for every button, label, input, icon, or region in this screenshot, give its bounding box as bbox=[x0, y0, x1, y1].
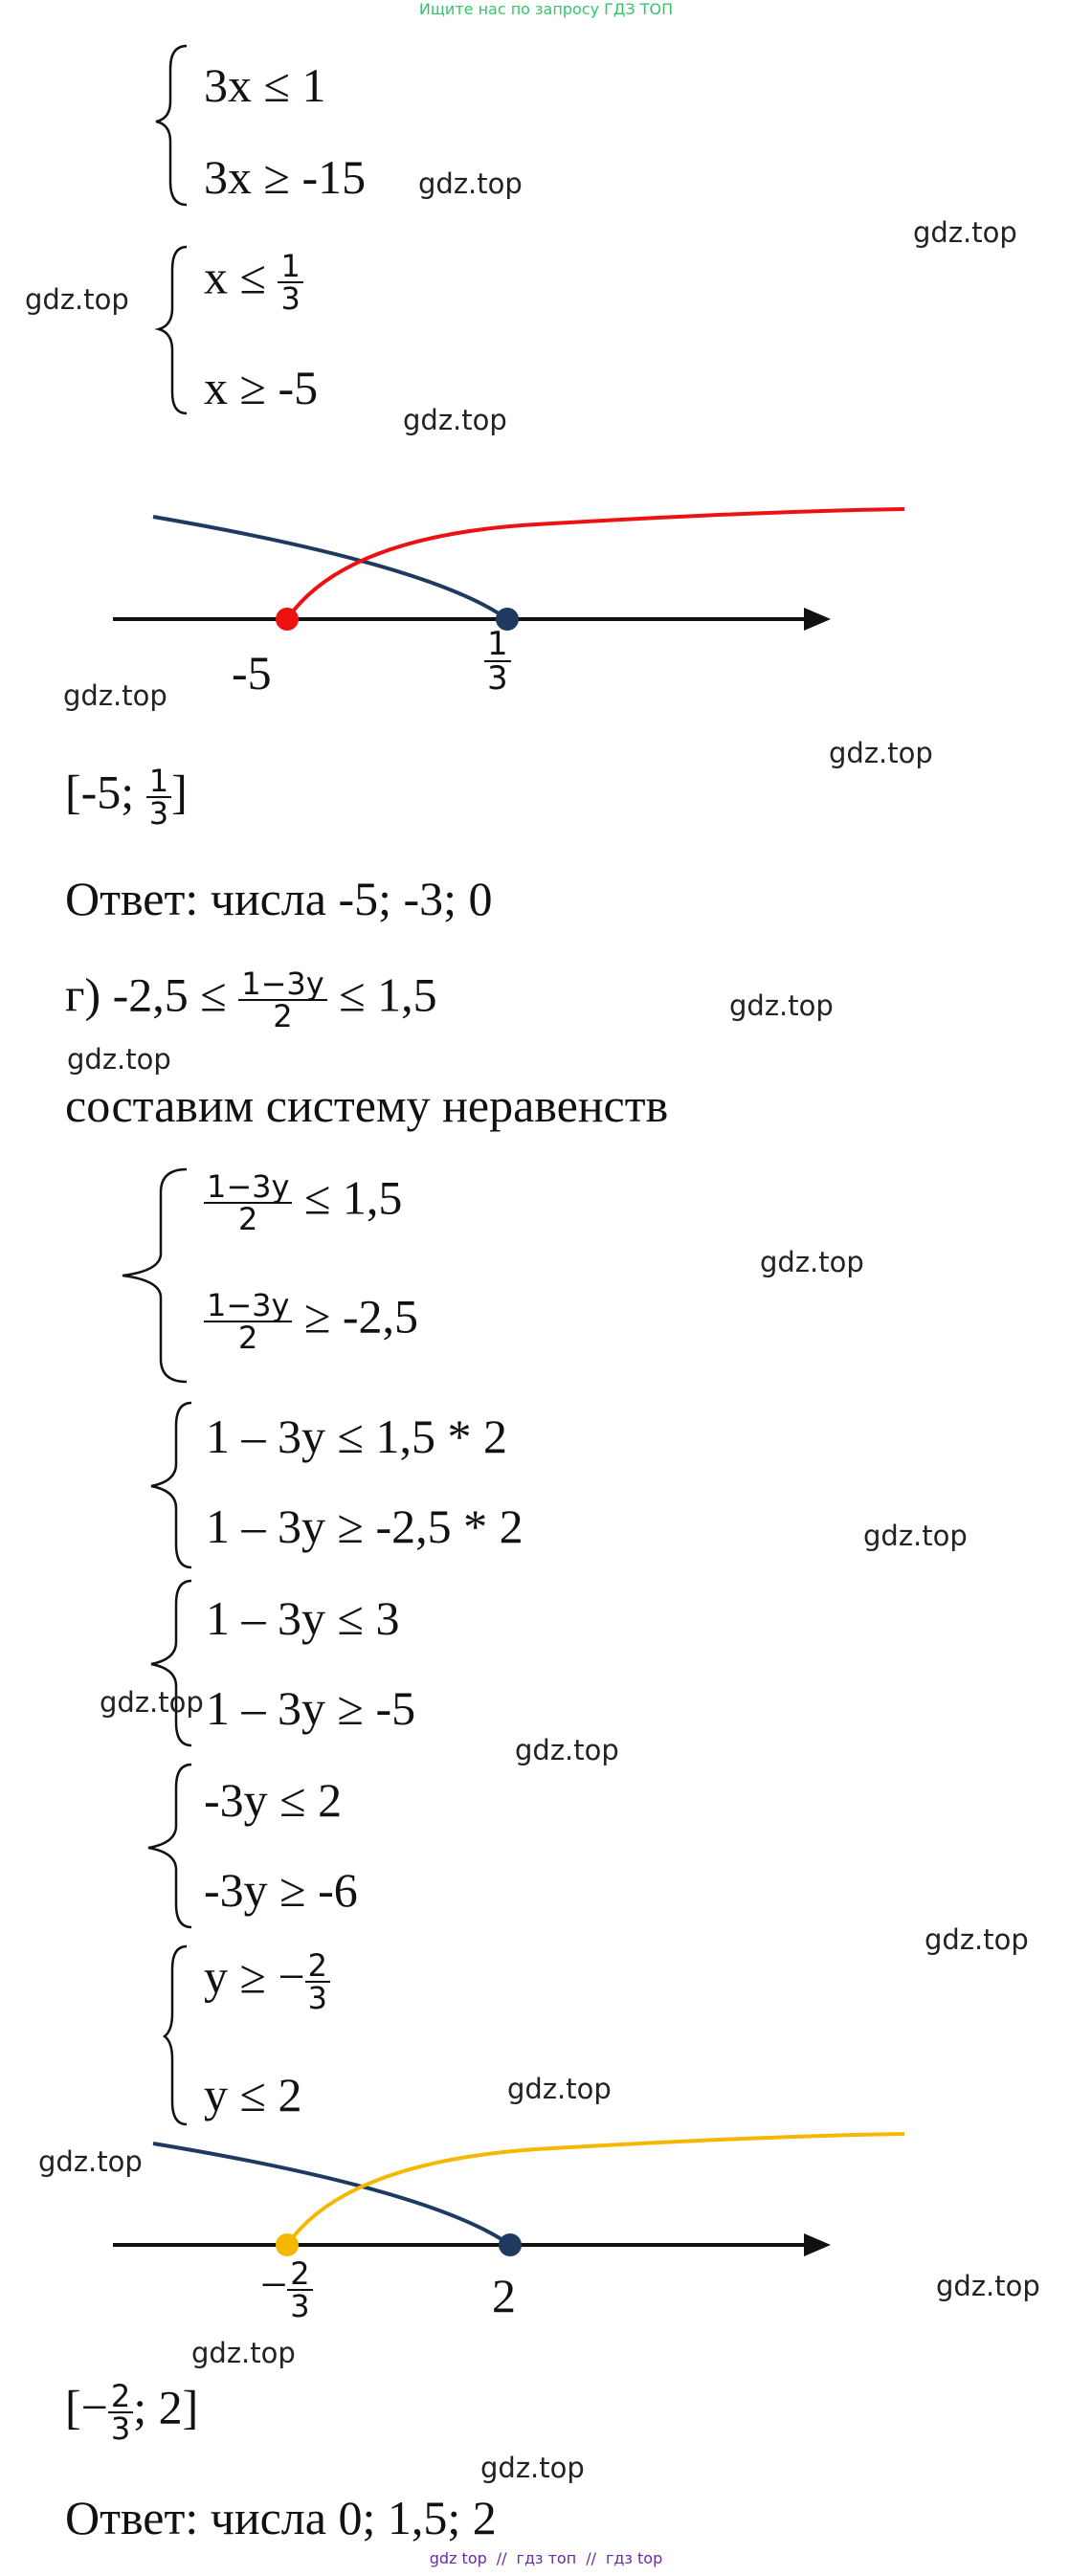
interval-2-close: ; 2] bbox=[133, 2380, 199, 2434]
sys3-line2 bbox=[204, 1287, 419, 1356]
sys7-line1-prefix: y ≥ − bbox=[204, 1949, 305, 2004]
answer-2: Ответ: числа 0; 1,5; 2 bbox=[65, 2491, 497, 2544]
fraction-numerator: 1 bbox=[278, 251, 302, 283]
brace-sys4 bbox=[151, 1403, 191, 1567]
interval-1 bbox=[65, 763, 188, 832]
fraction-numerator: 1−3y bbox=[238, 968, 326, 1001]
fraction-denominator: 2 bbox=[238, 1320, 258, 1356]
sys2-line1 bbox=[204, 248, 303, 317]
fraction-numerator: 1 bbox=[484, 628, 511, 662]
fraction-numerator: 1−3y bbox=[204, 1171, 292, 1204]
footer-separator: // bbox=[586, 2549, 596, 2567]
watermark: gdz.top bbox=[191, 2337, 296, 2369]
sys1-line1: 3x ≤ 1 bbox=[204, 58, 326, 112]
footer-link[interactable]: гдз top bbox=[605, 2549, 663, 2567]
watermark: gdz.top bbox=[25, 283, 129, 316]
fraction-numerator: 2 bbox=[305, 1950, 330, 1983]
part-g-suffix: ≤ 1,5 bbox=[326, 967, 437, 1022]
answer-1: Ответ: числа -5; -3; 0 bbox=[65, 872, 493, 925]
sys5-line2: 1 – 3y ≥ -5 bbox=[206, 1681, 416, 1735]
part-g-inequality bbox=[65, 968, 437, 1032]
interval-2-open: [− bbox=[65, 2380, 108, 2434]
fraction bbox=[287, 2255, 312, 2324]
watermark: gdz.top bbox=[863, 1520, 968, 1552]
sys6-line1: -3y ≤ 2 bbox=[204, 1773, 343, 1827]
interval-1-open: [-5; bbox=[65, 765, 146, 819]
watermark: gdz.top bbox=[507, 2073, 612, 2105]
footer-links bbox=[0, 2549, 1092, 2567]
watermark: gdz.top bbox=[913, 216, 1017, 249]
point-minus-5 bbox=[276, 608, 299, 631]
sys5-line1: 1 – 3y ≤ 3 bbox=[206, 1591, 400, 1645]
fraction-numerator: 1 bbox=[146, 766, 171, 798]
label-minus-sign: − bbox=[260, 2257, 288, 2312]
fraction bbox=[305, 1947, 330, 2016]
brace-sys6 bbox=[148, 1765, 191, 1927]
brace-sys7 bbox=[165, 1946, 187, 2124]
fraction bbox=[238, 968, 326, 1032]
fraction-denominator: 2 bbox=[273, 998, 293, 1034]
fraction bbox=[204, 1168, 292, 1237]
watermark: gdz.top bbox=[925, 1923, 1029, 1956]
watermark: gdz.top bbox=[418, 167, 523, 200]
part-g-prefix: г) -2,5 ≤ bbox=[65, 967, 239, 1022]
number-line-2 bbox=[113, 2134, 904, 2256]
label-one-third bbox=[484, 625, 511, 698]
fraction bbox=[108, 2378, 133, 2447]
sys2-line2: x ≥ -5 bbox=[204, 361, 319, 414]
sys6-line2: -3y ≥ -6 bbox=[204, 1863, 358, 1917]
brace-sys1 bbox=[156, 46, 187, 205]
sys7-line2: y ≤ 2 bbox=[204, 2068, 302, 2121]
watermark: gdz.top bbox=[67, 1043, 171, 1076]
fraction bbox=[146, 763, 171, 832]
watermark: gdz.top bbox=[38, 2145, 143, 2178]
fraction-denominator: 3 bbox=[280, 280, 301, 317]
sys3-line2-suffix: ≥ -2,5 bbox=[292, 1289, 419, 1344]
watermark: gdz.top bbox=[63, 679, 167, 712]
brace-sys2 bbox=[159, 247, 187, 413]
fraction bbox=[278, 248, 302, 317]
label-minus-5: -5 bbox=[232, 646, 272, 700]
fraction-denominator: 3 bbox=[148, 795, 169, 832]
compose-system-text: составим систему неравенств bbox=[65, 1078, 669, 1132]
sys3-line1 bbox=[204, 1168, 403, 1237]
fraction bbox=[204, 1287, 292, 1356]
point-two bbox=[499, 2233, 522, 2256]
interval-1-close: ] bbox=[171, 765, 188, 819]
watermark: gdz.top bbox=[760, 1246, 864, 1278]
yellow-arc-2 bbox=[287, 2134, 904, 2245]
fraction-denominator: 3 bbox=[487, 659, 508, 698]
fraction-denominator: 3 bbox=[290, 2288, 310, 2324]
label-two: 2 bbox=[492, 2269, 516, 2322]
point-minus-two-thirds bbox=[276, 2233, 299, 2256]
watermark: gdz.top bbox=[403, 404, 507, 436]
fraction-denominator: 3 bbox=[307, 1980, 327, 2016]
sys7-line1 bbox=[204, 1947, 330, 2016]
footer-link[interactable]: гдз топ bbox=[516, 2549, 577, 2567]
watermark: gdz.top bbox=[515, 1734, 619, 1766]
sys2-line1-prefix: x ≤ bbox=[204, 250, 279, 304]
number-line-1 bbox=[113, 509, 904, 631]
fraction bbox=[484, 625, 511, 698]
brace-sys5 bbox=[151, 1581, 191, 1745]
fraction-denominator: 2 bbox=[238, 1201, 258, 1237]
fraction-numerator: 1−3y bbox=[204, 1290, 292, 1322]
fraction-denominator: 3 bbox=[110, 2410, 131, 2447]
sys4-line1: 1 – 3y ≤ 1,5 * 2 bbox=[206, 1410, 507, 1463]
sys3-line1-suffix: ≤ 1,5 bbox=[292, 1170, 403, 1225]
footer-link[interactable]: gdz top bbox=[429, 2549, 487, 2567]
watermark: gdz.top bbox=[936, 2270, 1040, 2302]
interval-2 bbox=[65, 2378, 199, 2447]
fraction-numerator: 2 bbox=[108, 2381, 133, 2413]
sys4-line2: 1 – 3y ≥ -2,5 * 2 bbox=[206, 1499, 524, 1553]
brace-sys3 bbox=[123, 1169, 187, 1382]
axis-arrow-1 bbox=[804, 608, 831, 631]
watermark: gdz.top bbox=[480, 2452, 585, 2484]
watermark: gdz.top bbox=[729, 989, 834, 1022]
watermark: gdz.top bbox=[829, 737, 933, 769]
label-minus-two-thirds bbox=[260, 2255, 313, 2324]
search-banner[interactable]: Ищите нас по запросу ГДЗ ТОП bbox=[418, 0, 674, 18]
axis-arrow-2 bbox=[804, 2233, 831, 2256]
watermark: gdz.top bbox=[100, 1686, 204, 1719]
sys1-line2: 3x ≥ -15 bbox=[204, 150, 367, 204]
footer-separator: // bbox=[496, 2549, 507, 2567]
fraction-numerator: 2 bbox=[287, 2258, 312, 2291]
